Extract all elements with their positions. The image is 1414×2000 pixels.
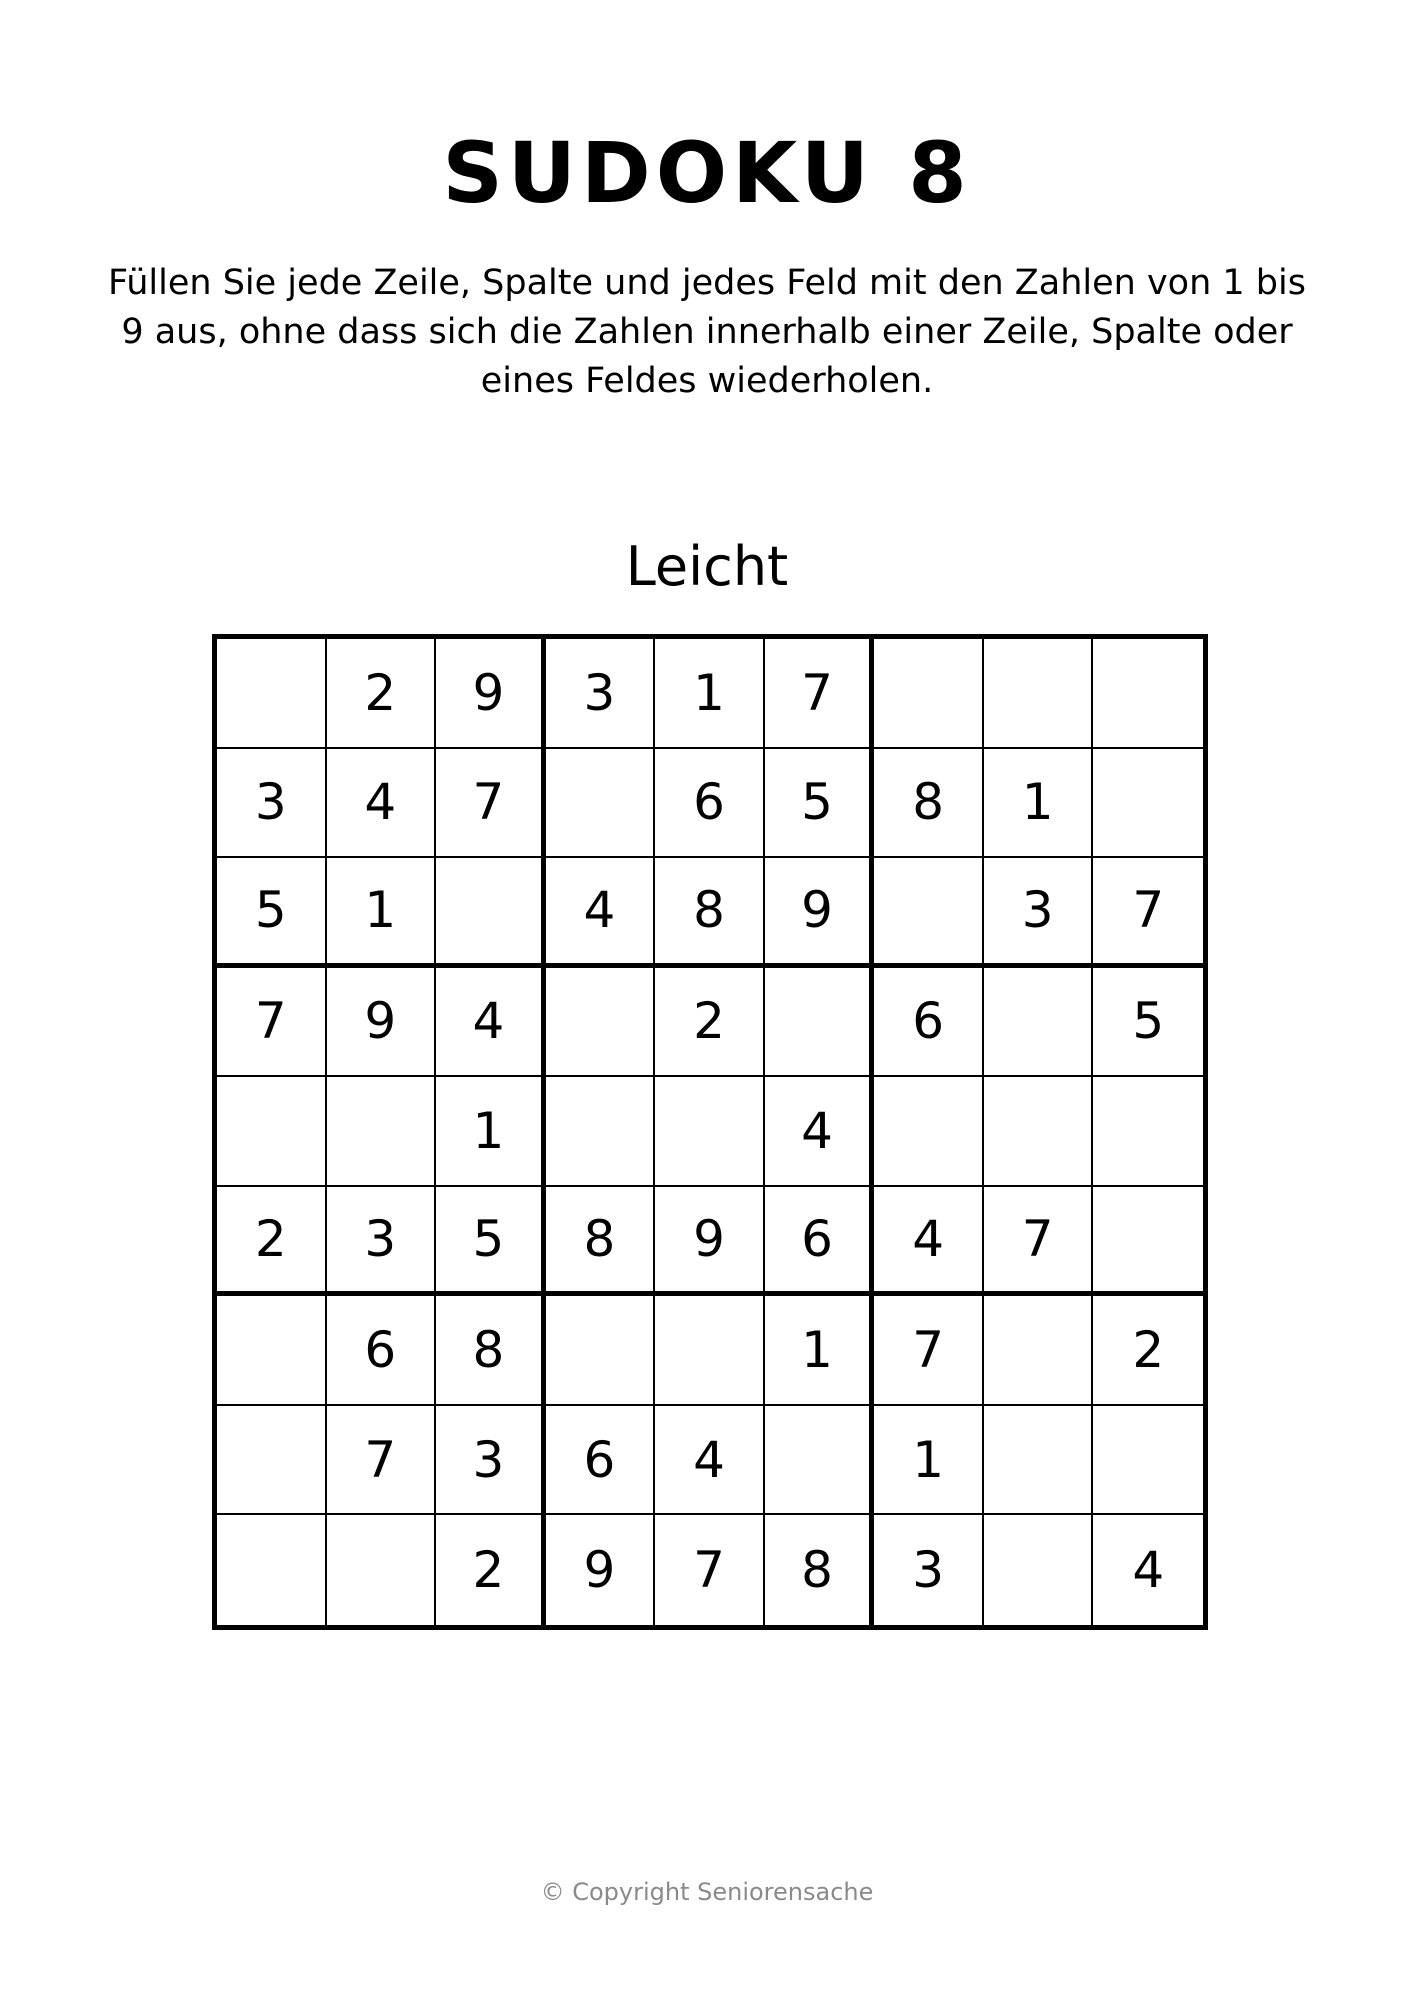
sudoku-cell[interactable]: 7 — [765, 639, 875, 749]
sudoku-cell[interactable] — [984, 968, 1094, 1078]
sudoku-cell[interactable]: 9 — [546, 1515, 656, 1625]
sudoku-cell[interactable]: 2 — [217, 1187, 327, 1297]
sudoku-cell[interactable]: 4 — [655, 1406, 765, 1516]
sudoku-cell[interactable] — [1093, 1406, 1203, 1516]
sudoku-cell[interactable]: 8 — [546, 1187, 656, 1297]
copyright-notice: © Copyright Seniorensache — [540, 1878, 874, 1906]
sudoku-cell[interactable] — [984, 1406, 1094, 1516]
sudoku-cell[interactable]: 5 — [217, 858, 327, 968]
sudoku-cell[interactable]: 5 — [436, 1187, 546, 1297]
sudoku-cell[interactable]: 6 — [765, 1187, 875, 1297]
sudoku-cell[interactable]: 7 — [327, 1406, 437, 1516]
sudoku-cell[interactable]: 6 — [655, 749, 765, 859]
sudoku-cell[interactable]: 3 — [984, 858, 1094, 968]
sudoku-cell[interactable] — [984, 1515, 1094, 1625]
sudoku-cell[interactable] — [655, 1077, 765, 1187]
sudoku-cell[interactable] — [874, 639, 984, 749]
sudoku-cell[interactable] — [874, 1077, 984, 1187]
sudoku-cell[interactable] — [327, 1077, 437, 1187]
sudoku-cell[interactable]: 7 — [984, 1187, 1094, 1297]
sudoku-cell[interactable]: 6 — [546, 1406, 656, 1516]
sudoku-cell[interactable] — [327, 1515, 437, 1625]
sudoku-cell[interactable]: 7 — [436, 749, 546, 859]
sudoku-cell[interactable] — [1093, 749, 1203, 859]
sudoku-cell[interactable]: 2 — [436, 1515, 546, 1625]
sudoku-cell[interactable] — [546, 968, 656, 1078]
sudoku-cell[interactable]: 3 — [217, 749, 327, 859]
sudoku-cell[interactable] — [1093, 1077, 1203, 1187]
sudoku-cell[interactable]: 9 — [655, 1187, 765, 1297]
sudoku-cell[interactable] — [546, 1296, 656, 1406]
sudoku-cell[interactable] — [1093, 639, 1203, 749]
sudoku-cell[interactable]: 3 — [436, 1406, 546, 1516]
sudoku-cell[interactable] — [546, 749, 656, 859]
puzzle-title: SUDOKU 8 — [442, 124, 972, 222]
sudoku-cell[interactable]: 4 — [327, 749, 437, 859]
sudoku-cell[interactable] — [546, 1077, 656, 1187]
instructions-text: Füllen Sie jede Zeile, Spalte und jedes Feld mit den Zahlen von 1 bis 9 aus, ohne dass sich die Zahlen innerhalb einer Zeile, Spalte oder eines Feldes wiederholen. — [108, 263, 1306, 401]
sudoku-cell[interactable] — [217, 639, 327, 749]
sudoku-cell[interactable]: 5 — [765, 749, 875, 859]
sudoku-cell[interactable]: 1 — [655, 639, 765, 749]
sudoku-cell[interactable]: 1 — [436, 1077, 546, 1187]
sudoku-cell[interactable] — [765, 1406, 875, 1516]
sudoku-cell[interactable] — [874, 858, 984, 968]
sudoku-cell[interactable]: 4 — [1132, 1541, 1165, 1600]
sudoku-cell[interactable] — [655, 1296, 765, 1406]
sudoku-cell[interactable]: 1 — [327, 858, 437, 968]
sudoku-cell[interactable] — [436, 858, 546, 968]
difficulty-label: Leicht — [625, 535, 789, 598]
sudoku-cell[interactable]: 8 — [765, 1515, 875, 1625]
sudoku-cell[interactable]: 9 — [327, 968, 437, 1078]
sudoku-cell[interactable]: 7 — [655, 1515, 765, 1625]
sudoku-cell[interactable]: 3 — [874, 1515, 984, 1625]
sudoku-cell[interactable]: 4 — [874, 1187, 984, 1297]
sudoku-cell[interactable]: 4 — [546, 858, 656, 968]
sudoku-cell[interactable]: 9 — [765, 858, 875, 968]
sudoku-cell[interactable] — [217, 1406, 327, 1516]
sudoku-cell[interactable]: 8 — [874, 749, 984, 859]
sudoku-cell[interactable] — [984, 1296, 1094, 1406]
sudoku-cell[interactable]: 1 — [874, 1406, 984, 1516]
sudoku-cell[interactable]: 2 — [655, 968, 765, 1078]
sudoku-cell[interactable]: 2 — [1093, 1296, 1203, 1406]
sudoku-cell[interactable] — [217, 1077, 327, 1187]
sudoku-cell[interactable] — [984, 1077, 1094, 1187]
sudoku-cell[interactable]: 1 — [984, 749, 1094, 859]
sudoku-cell[interactable] — [217, 1296, 327, 1406]
sudoku-cell[interactable]: 6 — [874, 968, 984, 1078]
sudoku-cell[interactable]: 4 — [436, 968, 546, 1078]
sudoku-cell[interactable] — [1093, 1187, 1203, 1297]
sudoku-cell[interactable]: 7 — [1093, 858, 1203, 968]
sudoku-cell[interactable] — [765, 968, 875, 1078]
sudoku-grid — [212, 634, 1208, 1630]
sudoku-cell[interactable]: 3 — [546, 639, 656, 749]
sudoku-cell[interactable]: 9 — [436, 639, 546, 749]
sudoku-cell[interactable] — [217, 1515, 327, 1625]
sudoku-cell[interactable]: 6 — [327, 1296, 437, 1406]
sudoku-cell[interactable]: 7 — [874, 1296, 984, 1406]
sudoku-cell[interactable] — [984, 639, 1094, 749]
sudoku-cell[interactable]: 7 — [217, 968, 327, 1078]
sudoku-cell[interactable]: 2 — [327, 639, 437, 749]
sudoku-cell[interactable]: 3 — [327, 1187, 437, 1297]
sudoku-cell[interactable]: 5 — [1093, 968, 1203, 1078]
sudoku-cell[interactable]: 8 — [436, 1296, 546, 1406]
sudoku-cell[interactable]: 8 — [655, 858, 765, 968]
sudoku-cell[interactable]: 1 — [765, 1296, 875, 1406]
sudoku-cell[interactable]: 4 — [765, 1077, 875, 1187]
